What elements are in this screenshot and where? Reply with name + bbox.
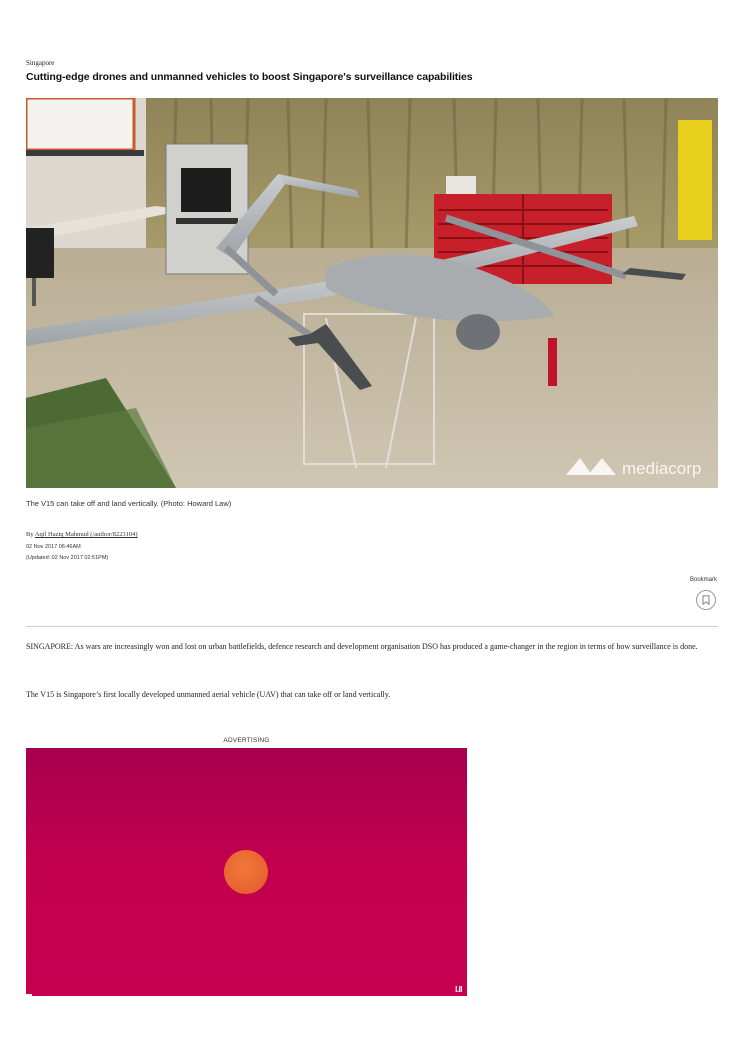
bookmark-icon — [702, 595, 710, 605]
mediacorp-watermark: mediacorp — [622, 459, 702, 478]
advertising-label: ADVERTISING — [223, 737, 270, 744]
article-paragraph: SINGAPORE: As wars are increasingly won and lost on urban battlefields, defence research and development organisation DSO has produced a game-changer in the region in terms of how surveillance is done. — [26, 642, 698, 651]
article-headline: Cutting-edge drones and unmanned vehicles to boost Singapore's surveillance capabilities — [26, 71, 473, 83]
article-paragraph: The V15 is Singapore’s first locally developed unmanned aerial vehicle (UAV) that can take off or land vertically. — [26, 690, 391, 699]
byline-prefix: By — [26, 531, 35, 538]
divider — [26, 626, 718, 627]
byline — [26, 531, 138, 538]
author-link[interactable]: Aqil Haziq Mahmud (/author/8223104) — [34, 531, 138, 538]
image-caption: The V15 can take off and land vertically. (Photo: Howard Law) — [26, 499, 232, 508]
ad-logo: I.II — [455, 985, 462, 994]
advertisement[interactable] — [26, 748, 467, 996]
ad-sun-graphic — [224, 850, 268, 894]
bookmark-button[interactable] — [696, 590, 716, 610]
ad-corner-mark — [26, 994, 32, 996]
published-date: 02 Nov 2017 06:46AM — [26, 544, 81, 550]
section-label[interactable]: Singapore — [26, 59, 55, 67]
updated-date: (Updated: 02 Nov 2017 02:51PM) — [26, 555, 109, 561]
bookmark-label: Bookmark — [689, 577, 717, 583]
hero-image — [26, 98, 718, 488]
